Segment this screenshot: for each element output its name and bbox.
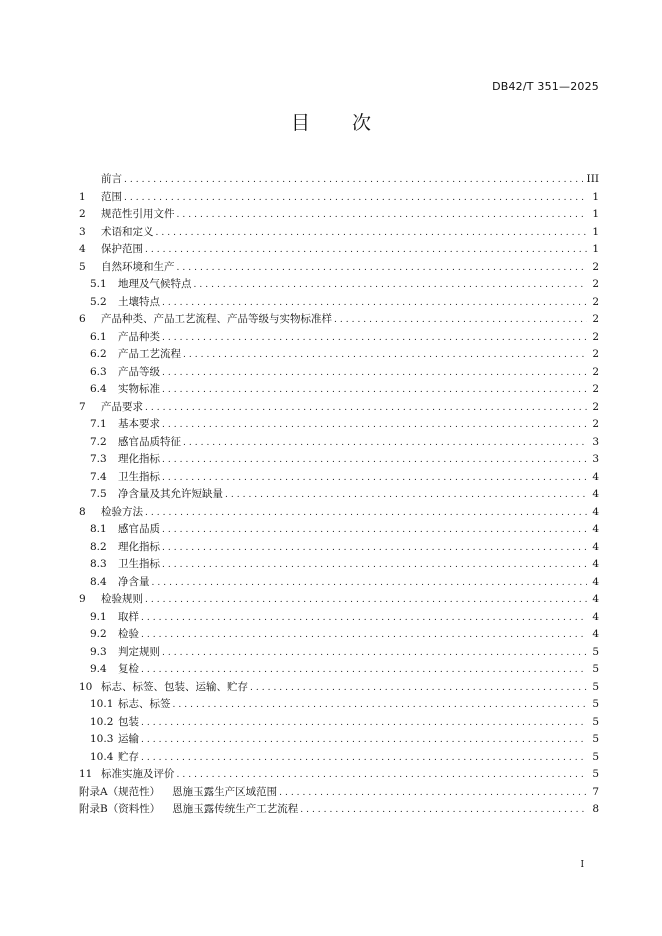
toc-entry-page: 3 (592, 453, 599, 465)
toc-entry-label: 恩施玉露传统生产工艺流程 (172, 803, 299, 815)
toc-entry-label: 贮存 (118, 750, 139, 763)
toc-entry-number: 10.2 (90, 715, 114, 728)
toc-entry-page: 4 (592, 470, 599, 483)
toc-entry-label: 基本要求 (118, 418, 160, 430)
toc-entry-page: 2 (592, 383, 599, 395)
toc-entry-page: 8 (592, 803, 599, 815)
toc-leader-dots (141, 665, 587, 675)
page-number: I (580, 860, 584, 870)
toc-entry-number: 9.3 (90, 645, 107, 658)
toc-entry-page: 2 (592, 313, 599, 325)
toc-entry-label: 感官品质特征 (118, 435, 181, 448)
toc-leader-dots (124, 193, 587, 203)
toc-entry-number: 8 (79, 505, 86, 518)
toc-entry-page: 4 (592, 628, 599, 640)
toc-entry-number: 6.3 (90, 365, 107, 378)
toc-entry[interactable] (79, 766, 599, 784)
toc-entry-label: 感官品质 (118, 523, 160, 535)
toc-entry-label: 规范性引用文件 (101, 208, 175, 220)
toc-leader-dots (162, 333, 587, 343)
toc-entry[interactable] (79, 259, 599, 277)
toc-entry-label: 前言 (101, 173, 122, 185)
toc-entry-number: 10.1 (90, 698, 114, 710)
toc-leader-dots (145, 595, 587, 605)
toc-entry-number: 7.4 (90, 470, 107, 483)
toc-leader-dots (173, 700, 588, 710)
toc-entry-page: 5 (592, 733, 599, 745)
toc-entry-number: 8.3 (90, 558, 107, 570)
toc-entry[interactable] (79, 171, 599, 189)
toc-entry[interactable] (79, 206, 599, 224)
toc-leader-dots (250, 683, 587, 693)
toc-entry-number: 9 (79, 593, 86, 605)
toc-entry-label: 地理及气候特点 (118, 278, 192, 290)
toc-leader-dots (141, 630, 587, 640)
toc-entry[interactable] (79, 644, 599, 662)
toc-entry-page: 7 (592, 785, 599, 798)
toc-entry-number: 3 (79, 225, 86, 238)
toc-entry-label: 标准实施及评价 (101, 768, 175, 780)
toc-entry-number: 6.4 (90, 383, 107, 395)
toc-leader-dots (300, 805, 587, 815)
toc-leader-dots (162, 420, 587, 430)
toc-entry-number: 附录A（规范性） (79, 785, 161, 798)
toc-entry-page: 5 (592, 750, 599, 763)
toc-leader-dots (279, 788, 587, 798)
toc-leader-dots (162, 648, 587, 658)
toc-entry-label: 实物标准 (118, 383, 160, 395)
toc-entry-page: 3 (592, 435, 599, 448)
toc-entry-number: 8.4 (90, 575, 107, 588)
page-title (0, 108, 662, 135)
toc-entry[interactable] (79, 416, 599, 434)
toc-entry-number: 7.2 (90, 435, 107, 448)
toc-entry[interactable] (79, 801, 599, 819)
toc-entry[interactable] (79, 784, 599, 802)
toc-entry[interactable] (79, 749, 599, 767)
toc-leader-dots (141, 753, 587, 763)
toc-entry-number: 7.3 (90, 453, 107, 465)
toc-entry-page: 2 (592, 260, 599, 273)
toc-entry-label: 复检 (118, 663, 139, 675)
toc-entry[interactable] (79, 574, 599, 592)
toc-leader-dots (156, 228, 588, 238)
document-id: DB42/T 351—2025 (492, 80, 599, 93)
toc-entry-page: 5 (592, 698, 599, 710)
toc-entry[interactable] (79, 469, 599, 487)
toc-entry-label: 净含量及其允许短缺量 (118, 488, 223, 500)
toc-entry-number: 7.1 (90, 418, 107, 430)
toc-entry[interactable] (79, 661, 599, 679)
toc-leader-dots (162, 298, 587, 308)
toc-entry-label: 卫生指标 (118, 558, 160, 570)
toc-entry-page: 5 (592, 715, 599, 728)
toc-entry-number: 4 (79, 243, 86, 255)
toc-entry-page: 4 (592, 488, 599, 500)
toc-entry-page: III (586, 173, 599, 185)
toc-entry[interactable] (79, 399, 599, 417)
toc-entry-number: 5.1 (90, 278, 107, 290)
toc-entry-label: 检验规则 (101, 593, 143, 605)
toc-leader-dots (124, 175, 583, 185)
toc-entry-number: 附录B（资料性） (79, 803, 161, 815)
toc-entry[interactable] (79, 696, 599, 714)
toc-entry[interactable] (79, 679, 599, 697)
toc-entry-number: 6.1 (90, 330, 107, 343)
toc-entry-page: 4 (592, 540, 599, 553)
toc-entry-number: 8.1 (90, 523, 107, 535)
toc-entry-number: 2 (79, 208, 86, 220)
toc-leader-dots (141, 613, 587, 623)
toc-leader-dots (145, 508, 587, 518)
toc-entry-page: 4 (592, 558, 599, 570)
toc-entry-page: 1 (592, 225, 599, 238)
toc-entry-page: 5 (592, 768, 599, 780)
toc-entry-number: 6.2 (90, 348, 107, 360)
toc-leader-dots (141, 718, 587, 728)
toc-entry-label: 保护范围 (101, 243, 143, 255)
toc-entry[interactable] (79, 189, 599, 207)
toc-entry-label: 自然环境和生产 (101, 260, 175, 273)
toc-entry-label: 取样 (118, 610, 139, 623)
toc-entry[interactable] (79, 486, 599, 504)
title-char-2: 次 (352, 112, 372, 134)
toc-entry[interactable] (79, 381, 599, 399)
toc-leader-dots (183, 438, 587, 448)
toc-entry[interactable] (79, 329, 599, 347)
toc-entry-label: 卫生指标 (118, 470, 160, 483)
toc-entry-page: 2 (592, 278, 599, 290)
toc-entry-page: 2 (592, 400, 599, 413)
toc-entry-page: 4 (592, 523, 599, 535)
toc-entry-label: 产品工艺流程 (118, 348, 181, 360)
toc-entry-page: 2 (592, 418, 599, 430)
toc-leader-dots (162, 473, 587, 483)
toc-entry-label: 恩施玉露生产区域范围 (172, 785, 278, 798)
toc-entry-number: 8.2 (90, 540, 107, 553)
toc-entry-label: 标志、标签 (118, 698, 171, 710)
title-char-1: 目 (290, 112, 310, 134)
toc-leader-dots (194, 280, 588, 290)
toc-leader-dots (152, 578, 588, 588)
table-of-contents (79, 171, 599, 819)
toc-entry-number: 9.1 (90, 610, 107, 623)
toc-entry-page: 5 (592, 645, 599, 658)
toc-entry-page: 2 (592, 365, 599, 378)
toc-entry-label: 术语和定义 (101, 225, 154, 238)
toc-entry-number: 10.3 (90, 733, 114, 745)
toc-entry-number: 5.2 (90, 295, 107, 308)
toc-entry-page: 5 (592, 680, 599, 693)
toc-entry-page: 2 (592, 348, 599, 360)
toc-entry[interactable] (79, 276, 599, 294)
toc-entry[interactable] (79, 224, 599, 242)
toc-entry[interactable] (79, 609, 599, 627)
toc-entry[interactable] (79, 241, 599, 259)
toc-entry[interactable] (79, 504, 599, 522)
toc-entry-label: 产品等级 (118, 365, 160, 378)
toc-entry-page: 5 (592, 663, 599, 675)
toc-entry-label: 检验方法 (101, 505, 143, 518)
toc-entry-label: 净含量 (118, 575, 150, 588)
toc-entry-page: 1 (592, 208, 599, 220)
toc-entry-label: 包装 (118, 715, 139, 728)
toc-entry-label: 产品要求 (101, 400, 143, 413)
toc-entry[interactable] (79, 346, 599, 364)
toc-entry-page: 2 (592, 330, 599, 343)
toc-entry-label: 理化指标 (118, 540, 160, 553)
toc-entry-number: 5 (79, 260, 86, 273)
toc-entry[interactable] (79, 521, 599, 539)
toc-entry[interactable] (79, 364, 599, 382)
toc-leader-dots (334, 315, 587, 325)
toc-leader-dots (162, 385, 587, 395)
toc-leader-dots (162, 455, 587, 465)
toc-entry-label: 运输 (118, 733, 139, 745)
toc-entry[interactable] (79, 714, 599, 732)
toc-entry-number: 10 (79, 680, 93, 693)
toc-entry-page: 4 (592, 610, 599, 623)
toc-leader-dots (145, 245, 587, 255)
toc-entry-number: 9.4 (90, 663, 107, 675)
toc-entry[interactable] (79, 626, 599, 644)
toc-entry-number: 11 (79, 768, 93, 780)
toc-leader-dots (162, 560, 587, 570)
toc-entry-label: 土壤特点 (118, 295, 160, 308)
toc-entry-page: 4 (592, 505, 599, 518)
toc-leader-dots (183, 350, 587, 360)
toc-entry-number: 10.4 (90, 750, 114, 763)
toc-entry-label: 理化指标 (118, 453, 160, 465)
toc-leader-dots (177, 263, 588, 273)
toc-leader-dots (177, 770, 588, 780)
toc-entry[interactable] (79, 591, 599, 609)
toc-entry[interactable] (79, 451, 599, 469)
toc-entry-label: 判定规则 (118, 645, 160, 658)
toc-entry-page: 4 (592, 593, 599, 605)
toc-leader-dots (177, 210, 588, 220)
toc-entry-label: 范围 (101, 190, 122, 203)
toc-entry-page: 2 (592, 295, 599, 308)
toc-leader-dots (162, 368, 587, 378)
toc-entry-label: 检验 (118, 628, 139, 640)
toc-entry-number: 7 (79, 400, 86, 413)
toc-entry-label: 标志、标签、包装、运输、贮存 (101, 680, 248, 693)
toc-entry[interactable] (79, 731, 599, 749)
toc-entry-label: 产品种类、产品工艺流程、产品等级与实物标准样 (101, 313, 332, 325)
toc-entry-page: 1 (592, 243, 599, 255)
toc-entry-number: 6 (79, 313, 86, 325)
toc-leader-dots (162, 525, 587, 535)
toc-entry-page: 1 (592, 190, 599, 203)
toc-leader-dots (162, 543, 587, 553)
toc-entry[interactable] (79, 539, 599, 557)
toc-leader-dots (141, 735, 587, 745)
toc-entry-page: 4 (592, 575, 599, 588)
toc-entry-number: 1 (79, 190, 86, 203)
toc-entry[interactable] (79, 556, 599, 574)
toc-entry[interactable] (79, 294, 599, 312)
toc-entry[interactable] (79, 311, 599, 329)
toc-entry-number: 9.2 (90, 628, 107, 640)
toc-entry-number: 7.5 (90, 488, 107, 500)
toc-leader-dots (145, 403, 587, 413)
toc-entry[interactable] (79, 434, 599, 452)
toc-entry-label: 产品种类 (118, 330, 160, 343)
toc-leader-dots (225, 490, 587, 500)
